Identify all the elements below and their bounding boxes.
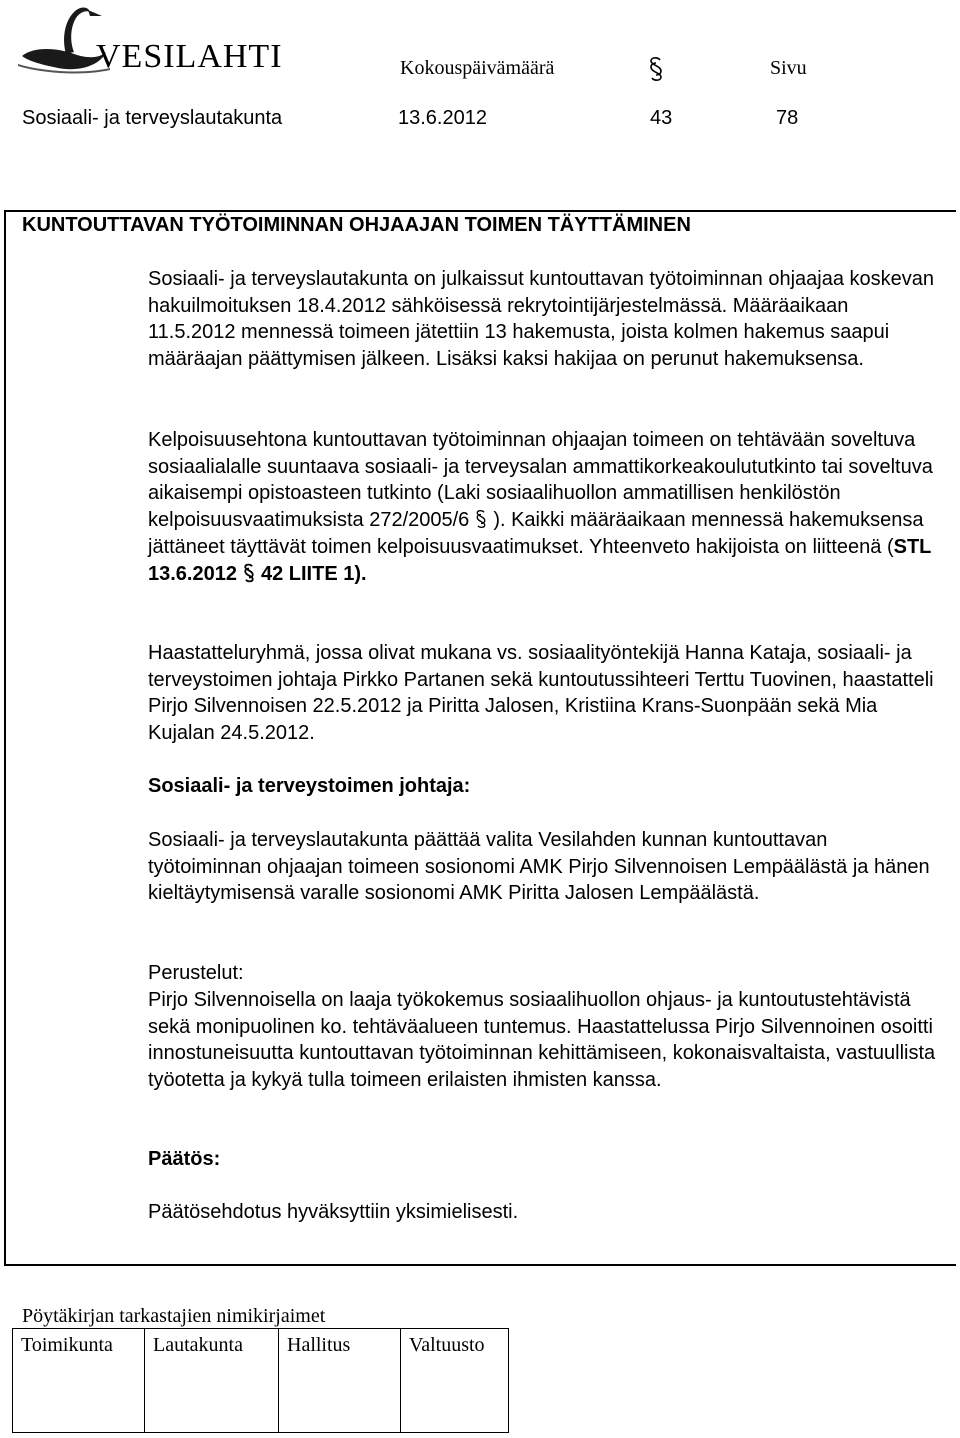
meeting-date-label: Kokouspäivämäärä [400,57,555,79]
qualification-paragraph: Kelpoisuusehtona kuntouttavan työtoiminnan ohjaajan toimeen on tehtävään soveltuva sosiaalialalle suuntaava sosiaali- ja terveysalan ammattikorkeakoulututkinto tai soveltuva aikaisempi opistoasteen tutkinto (Laki sosiaalihuollon ammatillisen henkilöstön kelpoisuusvaatimuksista 272/2005/6 ). Kaikki määräaikaan mennessä hakemuksensa jättäneet täyttävät toimen kelpoisuusvaatimukset. Yhteenveto hakijoista on liitteenä (STL 13.6.2012 42 LIITE 1). [148,429,933,585]
background-paragraph: Sosiaali- ja terveyslautakunta on julkaissut kuntouttavan työtoiminnan ohjaajaa koskevan hakuilmoituksen 18.4.2012 sähköisessä rekrytointijärjestelmässä. Määräaikaan 11.5.2012 mennessä toimeen jätettiin 13 hakemusta, joista kolmen hakemus saapui määräajan päättymisen jälkeen. Lisäksi kaksi hakijaa on perunut hakemuksensa. [148,268,935,371]
reasons-paragraph: Pirjo Silvennoisella on laaja työkokemus sosiaalihuollon ohjaus- ja kuntoutustehtävistä sekä monipuolinen ko. tehtäväalueen tuntemus. Haastattelussa Pirjo Silvennoinen osoitti innostuneisuutta kuntouttavan työtoiminnan kehittämiseen, kokonaisvaltaista, vastuullista työotetta ja kykyä tulla toimeen erilaisten ihmisten kanssa. [148,989,936,1092]
signature-cell-lautakunta: Lautakunta [145,1329,279,1433]
section-sign-icon [648,56,664,82]
decision-text: Päätösehdotus hyväksyttiin yksimielisesti. [148,1201,519,1223]
interview-paragraph: Haastatteluryhmä, jossa olivat mukana vs. sosiaalityöntekijä Hanna Kataja, sosiaali- ja terveystoimen johtaja Pirkko Partanen sekä kuntoutussihteeri Terttu Tuovinen, haastatteli Pirjo Silvennoisen 22.5.2012 ja Piritta Jalosen, Kristiina Krans-Suonpään sekä Mia Kujalan 24.5.2012. [148,642,934,745]
signature-cell-toimikunta: Toimikunta [13,1329,145,1433]
decision-heading: Päätös: [148,1148,221,1170]
proposal-paragraph: Sosiaali- ja terveyslautakunta päättää valita Vesilahden kunnan kuntouttavan työtoiminnan ohjaajan toimeen sosionomi AMK Pirjo Silvennoisen Lempäälästä ja hänen kieltäytymisensä varalle sosionomi AMK Piritta Jalosen Lempäälästä. [148,829,930,905]
section-sign-icon [243,563,255,583]
section-sign-icon [475,509,487,529]
meeting-date: 13.6.2012 [398,107,487,129]
reasons-label: Perustelut: [148,962,244,984]
signature-title: Pöytäkirjan tarkastajien nimikirjaimet [22,1305,326,1327]
attachment-reference: STL 13.6.2012 42 LIITE 1 [148,535,932,585]
signature-cell-valtuusto: Valtuusto [401,1329,509,1433]
logo-wordmark: VESILAHTI [96,38,283,75]
section-title: KUNTOUTTAVAN TYÖTOIMINNAN OHJAAJAN TOIMEN TÄYTTÄMINEN [22,214,691,236]
page-label: Sivu [770,57,807,79]
body-name: Sosiaali- ja terveyslautakunta [22,107,283,129]
signature-cell-hallitus: Hallitus [279,1329,401,1433]
signature-table [12,1328,509,1433]
page-number: 78 [776,107,799,129]
proposer-heading: Sosiaali- ja terveystoimen johtaja: [148,775,471,797]
section-number: 43 [650,107,673,129]
